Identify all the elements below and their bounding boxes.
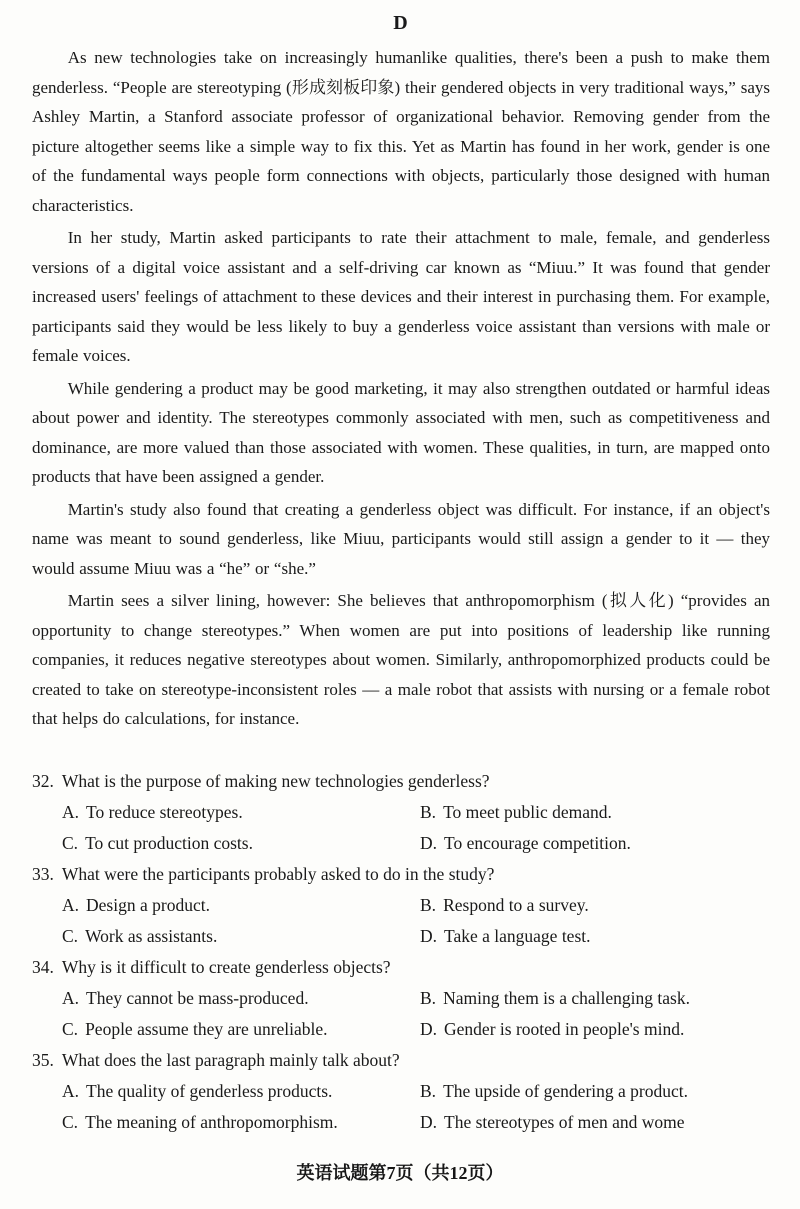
page-footer: 英语试题第7页（共12页）	[296, 1163, 504, 1183]
option-a-label: A.	[62, 1080, 80, 1101]
question-33-option-b	[420, 890, 770, 921]
question-35	[32, 1045, 770, 1138]
question-33-option-d	[420, 921, 770, 952]
question-33-option-c	[62, 921, 420, 952]
option-d-text: The stereotypes of men and wome	[444, 1111, 685, 1132]
question-34-text: Why is it difficult to create genderless objects?	[61, 956, 391, 977]
option-c-label: C.	[62, 925, 79, 946]
question-35-number: 35.	[32, 1049, 54, 1070]
option-b-text: Respond to a survey.	[443, 894, 589, 915]
option-b-label: B.	[420, 1080, 437, 1101]
question-35-text: What does the last paragraph mainly talk about?	[61, 1049, 400, 1070]
option-a-text: Design a product.	[86, 894, 210, 915]
option-d-label: D.	[420, 1018, 438, 1039]
option-c-text: The meaning of anthropomorphism.	[85, 1111, 338, 1132]
question-33-stem	[32, 859, 770, 890]
option-a-label: A.	[62, 987, 80, 1008]
question-32-text: What is the purpose of making new technologies genderless?	[61, 770, 490, 791]
option-a-text: They cannot be mass-produced.	[86, 987, 309, 1008]
question-35-option-d	[420, 1107, 770, 1138]
option-b-text: The upside of gendering a product.	[443, 1080, 688, 1101]
question-34-option-b	[420, 983, 770, 1014]
question-34-number: 34.	[32, 956, 54, 977]
reading-passage	[32, 43, 770, 734]
option-d-text: To encourage competition.	[444, 832, 631, 853]
option-c-label: C.	[62, 1111, 79, 1132]
question-34-option-c	[62, 1014, 420, 1045]
passage-paragraph-5: Martin sees a silver lining, however: She believes that anthropomorphism (拟人化) “provides an opportunity to change stereotypes.” When women are put into positions of leadership like running companies, it reduces negative stereotypes about women. Similarly, anthropomorphized products could be created to take on stereotype-inconsistent roles — a male robot that assists with nursing or a female robot that helps do calculations, for instance.	[32, 591, 770, 728]
passage-paragraph-3: While gendering a product may be good marketing, it may also strengthen outdated or harmful ideas about power and identity. The stereotypes commonly associated with men, such as competitiveness and dominance, are more valued than those associated with women. These qualities, in turn, are mapped onto products that have been assigned a gender.	[32, 378, 770, 486]
question-35-option-b	[420, 1076, 770, 1107]
option-d-text: Take a language test.	[444, 925, 591, 946]
option-b-label: B.	[420, 987, 437, 1008]
question-34-stem	[32, 952, 770, 983]
question-35-option-c	[62, 1107, 420, 1138]
option-a-text: To reduce stereotypes.	[86, 801, 243, 822]
option-a-text: The quality of genderless products.	[86, 1080, 333, 1101]
question-35-stem	[32, 1045, 770, 1076]
question-34-options	[32, 983, 770, 1045]
option-d-label: D.	[420, 832, 438, 853]
question-32-options	[32, 797, 770, 859]
question-33-option-a	[62, 890, 420, 921]
question-33-number: 33.	[32, 863, 54, 884]
option-c-label: C.	[62, 832, 79, 853]
passage-paragraph-4: Martin's study also found that creating a genderless object was difficult. For instance, if an object's name was meant to sound genderless, like Miuu, participants would still assign a gender to it — they would assume Miuu was a “he” or “she.”	[32, 499, 770, 578]
question-33	[32, 859, 770, 952]
option-c-text: Work as assistants.	[85, 925, 218, 946]
question-32	[32, 766, 770, 859]
passage-paragraph-1: As new technologies take on increasingly humanlike qualities, there's been a push to make them genderless. “People are stereotyping (形成刻板印象) their gendered objects in very traditional ways,” says Ashley Martin, a Stanford associate professor of organizational behavior. Removing gender from the picture altogether seems like a simple way to fix this. Yet as Martin has found in her work, gender is one of the fundamental ways people form connections with objects, particularly those designed with human characteristics.	[32, 48, 770, 215]
option-c-text: People assume they are unreliable.	[85, 1018, 328, 1039]
question-33-options	[32, 890, 770, 952]
question-34	[32, 952, 770, 1045]
option-a-label: A.	[62, 894, 80, 915]
question-32-option-a	[62, 797, 420, 828]
question-32-option-b	[420, 797, 770, 828]
option-b-text: Naming them is a challenging task.	[443, 987, 690, 1008]
option-d-label: D.	[420, 925, 438, 946]
question-34-option-d	[420, 1014, 770, 1045]
questions-section	[32, 766, 770, 1138]
option-c-text: To cut production costs.	[85, 832, 253, 853]
question-32-option-d	[420, 828, 770, 859]
option-d-text: Gender is rooted in people's mind.	[444, 1018, 685, 1039]
question-32-number: 32.	[32, 770, 54, 791]
option-d-label: D.	[420, 1111, 438, 1132]
option-b-label: B.	[420, 894, 437, 915]
question-32-stem	[32, 766, 770, 797]
question-32-option-c	[62, 828, 420, 859]
question-35-options	[32, 1076, 770, 1138]
passage-paragraph-2: In her study, Martin asked participants to rate their attachment to male, female, and genderless versions of a digital voice assistant and a self-driving car known as “Miuu.” It was found that gender increased users' feelings of attachment to these devices and their interest in purchasing them. For example, participants said they would be less likely to buy a genderless voice assistant than versions with male or female voices.	[32, 228, 770, 365]
question-34-option-a	[62, 983, 420, 1014]
question-33-text: What were the participants probably asked to do in the study?	[61, 863, 495, 884]
option-b-text: To meet public demand.	[443, 801, 612, 822]
option-a-label: A.	[62, 801, 80, 822]
section-label: D	[393, 12, 409, 34]
question-35-option-a	[62, 1076, 420, 1107]
option-b-label: B.	[420, 801, 437, 822]
option-c-label: C.	[62, 1018, 79, 1039]
